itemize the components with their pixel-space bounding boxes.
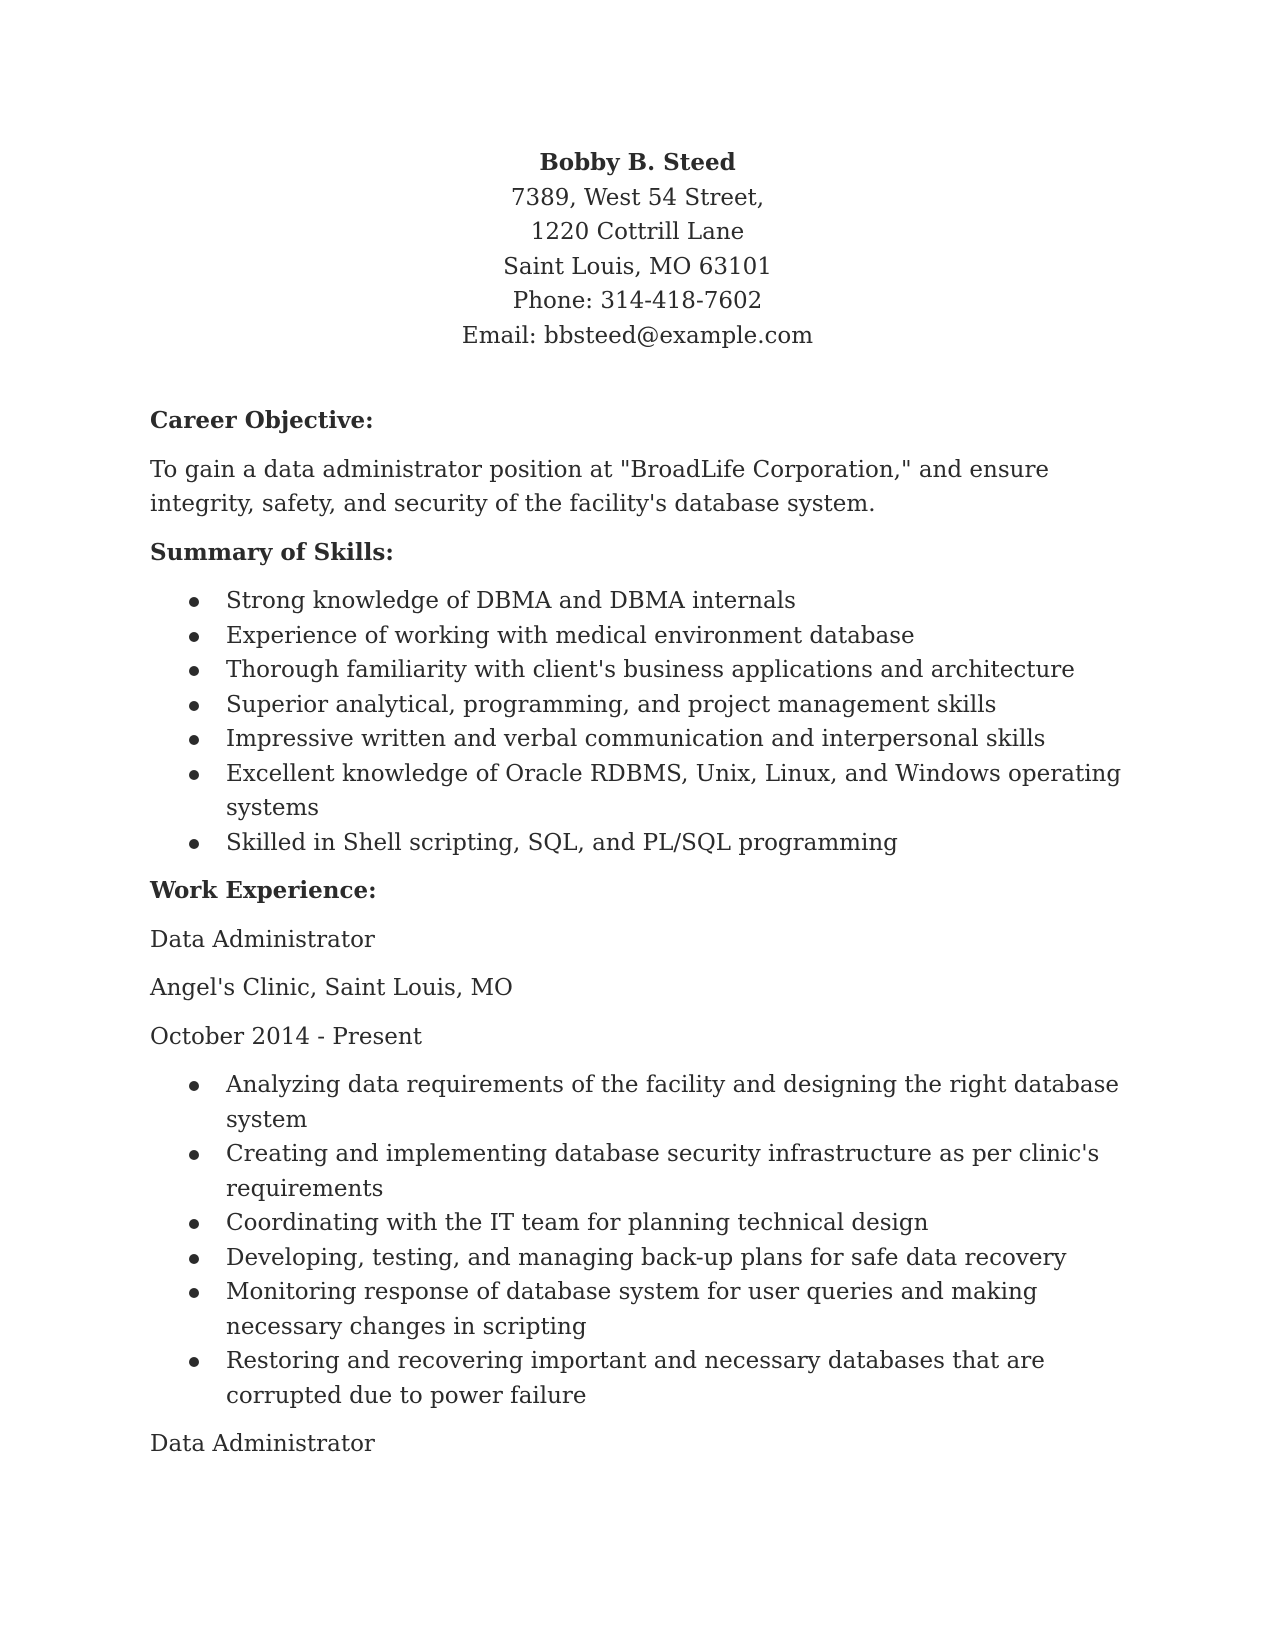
email-address: Email: bbsteed@example.com — [461, 322, 814, 349]
career-objective-heading: Career Objective: — [150, 407, 374, 434]
skill-text: Skilled in Shell scripting, SQL, and PL/SQL programming — [226, 829, 898, 856]
bullet-icon — [189, 1288, 199, 1298]
duty-text: Creating and implementing database security infrastructure as per clinic's requirements — [226, 1141, 1100, 1202]
skills-heading: Summary of Skills: — [150, 538, 394, 566]
bullet-icon — [189, 1357, 199, 1367]
job-duties-list — [150, 1068, 1125, 1413]
bullet-icon — [189, 1219, 199, 1229]
list-item — [150, 653, 1125, 688]
skill-text: Excellent knowledge of Oracle RDBMS, Unix, Linux, and Windows operating systems — [226, 760, 1122, 821]
phone-number: Phone: 314-418-7602 — [512, 288, 763, 314]
skill-text: Superior analytical, programming, and project management skills — [226, 691, 997, 718]
work-experience-heading: Work Experience: — [150, 877, 377, 904]
bullet-icon — [189, 666, 199, 676]
bullet-icon — [189, 632, 199, 642]
skill-text: Thorough familiarity with client's business applications and architecture — [226, 657, 1075, 683]
applicant-name: Bobby B. Steed — [539, 149, 736, 176]
duty-text: Analyzing data requirements of the facility and designing the right database system — [226, 1072, 1120, 1133]
career-objective-text: To gain a data administrator position at "BroadLife Corporation," and ensure integrity, safety, and security of the facility's database system. — [150, 456, 1050, 517]
skill-text: Impressive written and verbal communication and interpersonal skills — [226, 726, 1046, 752]
bullet-icon — [189, 1081, 199, 1091]
list-item — [150, 1068, 1125, 1137]
list-item — [150, 1241, 1125, 1276]
skills-list — [150, 584, 1125, 860]
city-state-zip: Saint Louis, MO 63101 — [503, 253, 772, 280]
address-line-2: 1220 Cottrill Lane — [530, 219, 745, 245]
bullet-icon — [189, 597, 199, 607]
list-item — [150, 1344, 1125, 1413]
list-item — [150, 1275, 1125, 1344]
job-title: Data Administrator — [150, 926, 375, 953]
duty-text: Coordinating with the IT team for planning technical design — [226, 1210, 929, 1236]
job-title: Data Administrator — [150, 1431, 375, 1457]
list-item — [150, 1137, 1125, 1206]
job-dates: October 2014 - Present — [150, 1023, 422, 1050]
bullet-icon — [189, 735, 199, 745]
list-item — [150, 826, 1125, 861]
list-item — [150, 1206, 1125, 1241]
address-line-1: 7389, West 54 Street, — [510, 184, 765, 211]
bullet-icon — [189, 701, 199, 711]
bullet-icon — [189, 839, 199, 849]
skill-text: Strong knowledge of DBMA and DBMA internals — [226, 588, 796, 614]
bullet-icon — [189, 1150, 199, 1160]
list-item — [150, 584, 1125, 619]
resume-body — [150, 404, 1125, 1476]
bullet-icon — [189, 1254, 199, 1264]
list-item — [150, 757, 1125, 826]
list-item — [150, 688, 1125, 723]
list-item — [150, 722, 1125, 757]
bullet-icon — [189, 770, 199, 780]
duty-text: Developing, testing, and managing back-up plans for safe data recovery — [226, 1244, 1067, 1271]
list-item — [150, 619, 1125, 654]
contact-header — [0, 146, 1275, 353]
duty-text: Restoring and recovering important and necessary databases that are corrupted due to power failure — [226, 1348, 1045, 1409]
skill-text: Experience of working with medical environment database — [226, 622, 915, 649]
job-employer: Angel's Clinic, Saint Louis, MO — [150, 975, 513, 1001]
duty-text: Monitoring response of database system for user queries and making necessary changes in scripting — [226, 1279, 1038, 1340]
